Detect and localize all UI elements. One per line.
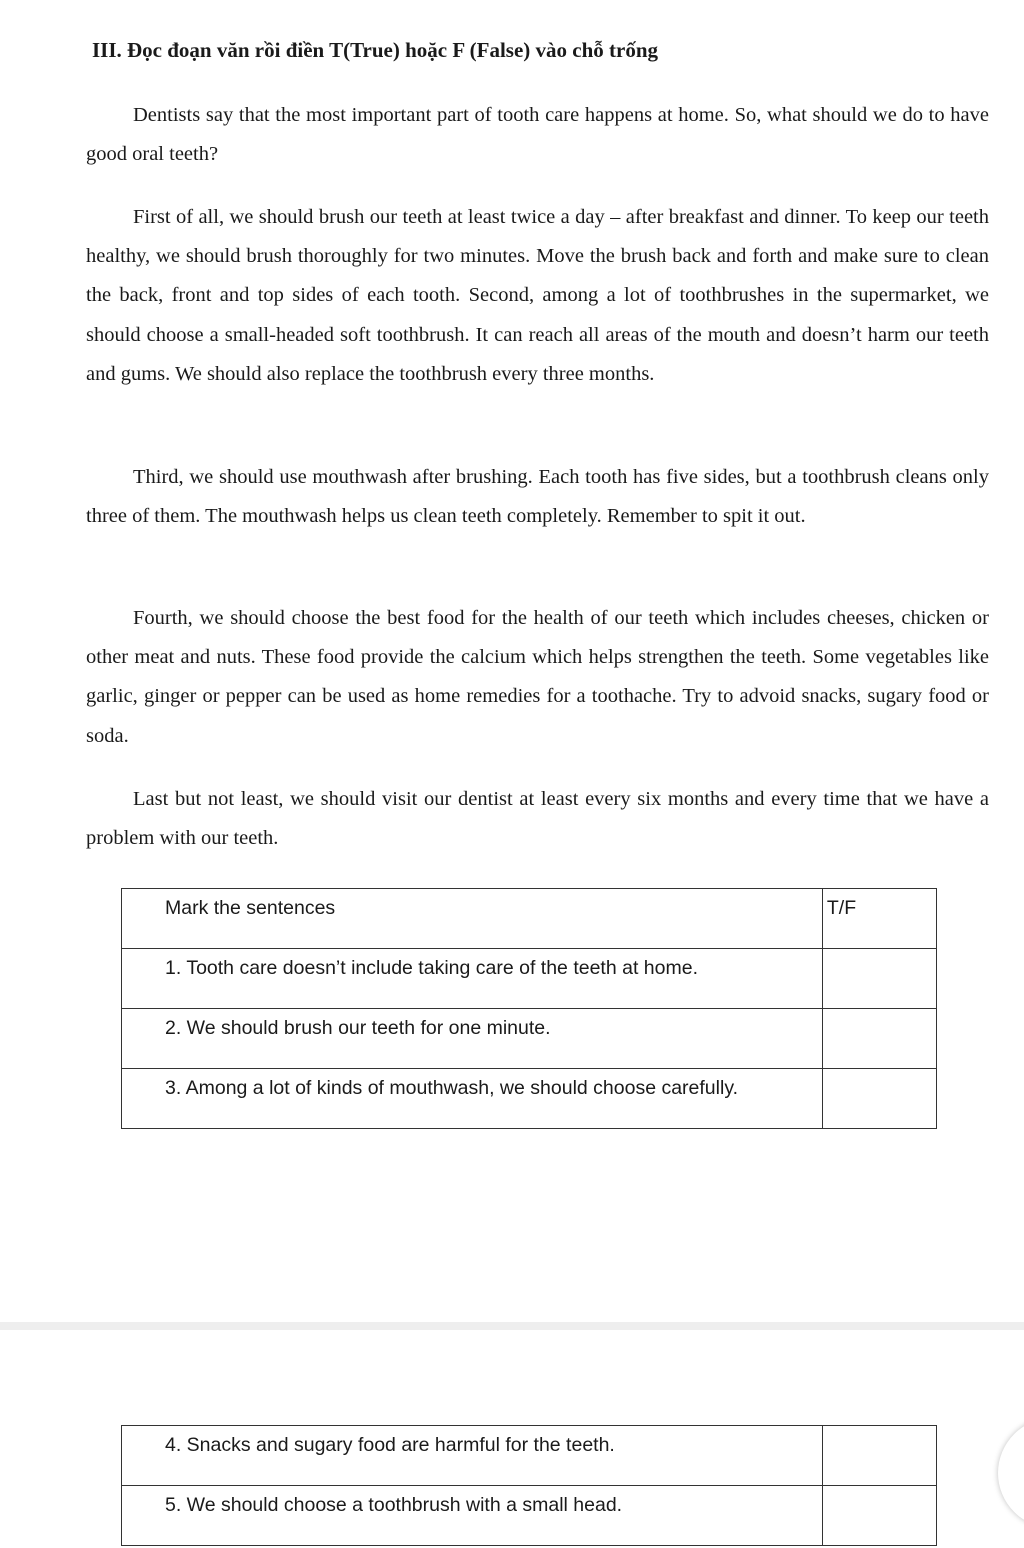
- true-false-table: [121, 888, 937, 1129]
- paragraph-brushing: First of all, we should brush our teeth at least twice a day – after breakfast and dinner. To keep our teeth healthy, we should brush thoroughly for two minutes. Move the brush back and forth and make sure to clean the back, front and top sides of each tooth. Second, among a lot of toothbrushes in the supermarket, we should choose a small-headed soft toothbrush. It can reach all areas of the mouth and doesn’t harm our teeth and gums. We should also replace the toothbrush every three months.: [86, 206, 989, 385]
- header-answer-cell: T/F: [822, 889, 936, 949]
- paragraph-food: Fourth, we should choose the best food for the health of our teeth which includes cheeses, chicken or other meat and nuts. These food provide the calcium which helps strengthen the teeth. Some vegetables like garlic, ginger or pepper can be used as home remedies for a toothache. Try to advoid snacks, sugary food or soda.: [86, 607, 989, 747]
- answer-cell[interactable]: [822, 1426, 936, 1486]
- answer-cell[interactable]: [822, 949, 936, 1009]
- table-row: [122, 1069, 937, 1129]
- paragraph-intro: Dentists say that the most important part of tooth care happens at home. So, what should we do to have good oral teeth?: [86, 104, 989, 166]
- page-divider: [0, 1322, 1024, 1330]
- answer-cell[interactable]: [822, 1069, 936, 1129]
- table-row: [122, 949, 937, 1009]
- table-row: [122, 1486, 937, 1546]
- statement-cell: 3. Among a lot of kinds of mouthwash, we should choose carefully.: [122, 1069, 823, 1129]
- table-header-row: [122, 889, 937, 949]
- table-row: [122, 1426, 937, 1486]
- exercise-heading: III. Đọc đoạn văn rồi điền T(True) hoặc F (False) vào chỗ trống: [92, 38, 659, 62]
- paragraph-dentist: Last but not least, we should visit our dentist at least every six months and every time that we have a problem with our teeth.: [86, 788, 989, 850]
- statement-cell: 1. Tooth care doesn’t include taking care of the teeth at home.: [122, 949, 823, 1009]
- true-false-table-continued: [121, 1425, 937, 1546]
- statement-cell: 5. We should choose a toothbrush with a small head.: [122, 1486, 823, 1546]
- paragraph-mouthwash: Third, we should use mouthwash after brushing. Each tooth has five sides, but a toothbrush cleans only three of them. The mouthwash helps us clean teeth completely. Remember to spit it out.: [86, 466, 989, 528]
- header-statement-cell: Mark the sentences: [122, 889, 823, 949]
- answer-cell[interactable]: [822, 1009, 936, 1069]
- answer-cell[interactable]: [822, 1486, 936, 1546]
- table-row: [122, 1009, 937, 1069]
- statement-cell: 4. Snacks and sugary food are harmful for the teeth.: [122, 1426, 823, 1486]
- statement-cell: 2. We should brush our teeth for one minute.: [122, 1009, 823, 1069]
